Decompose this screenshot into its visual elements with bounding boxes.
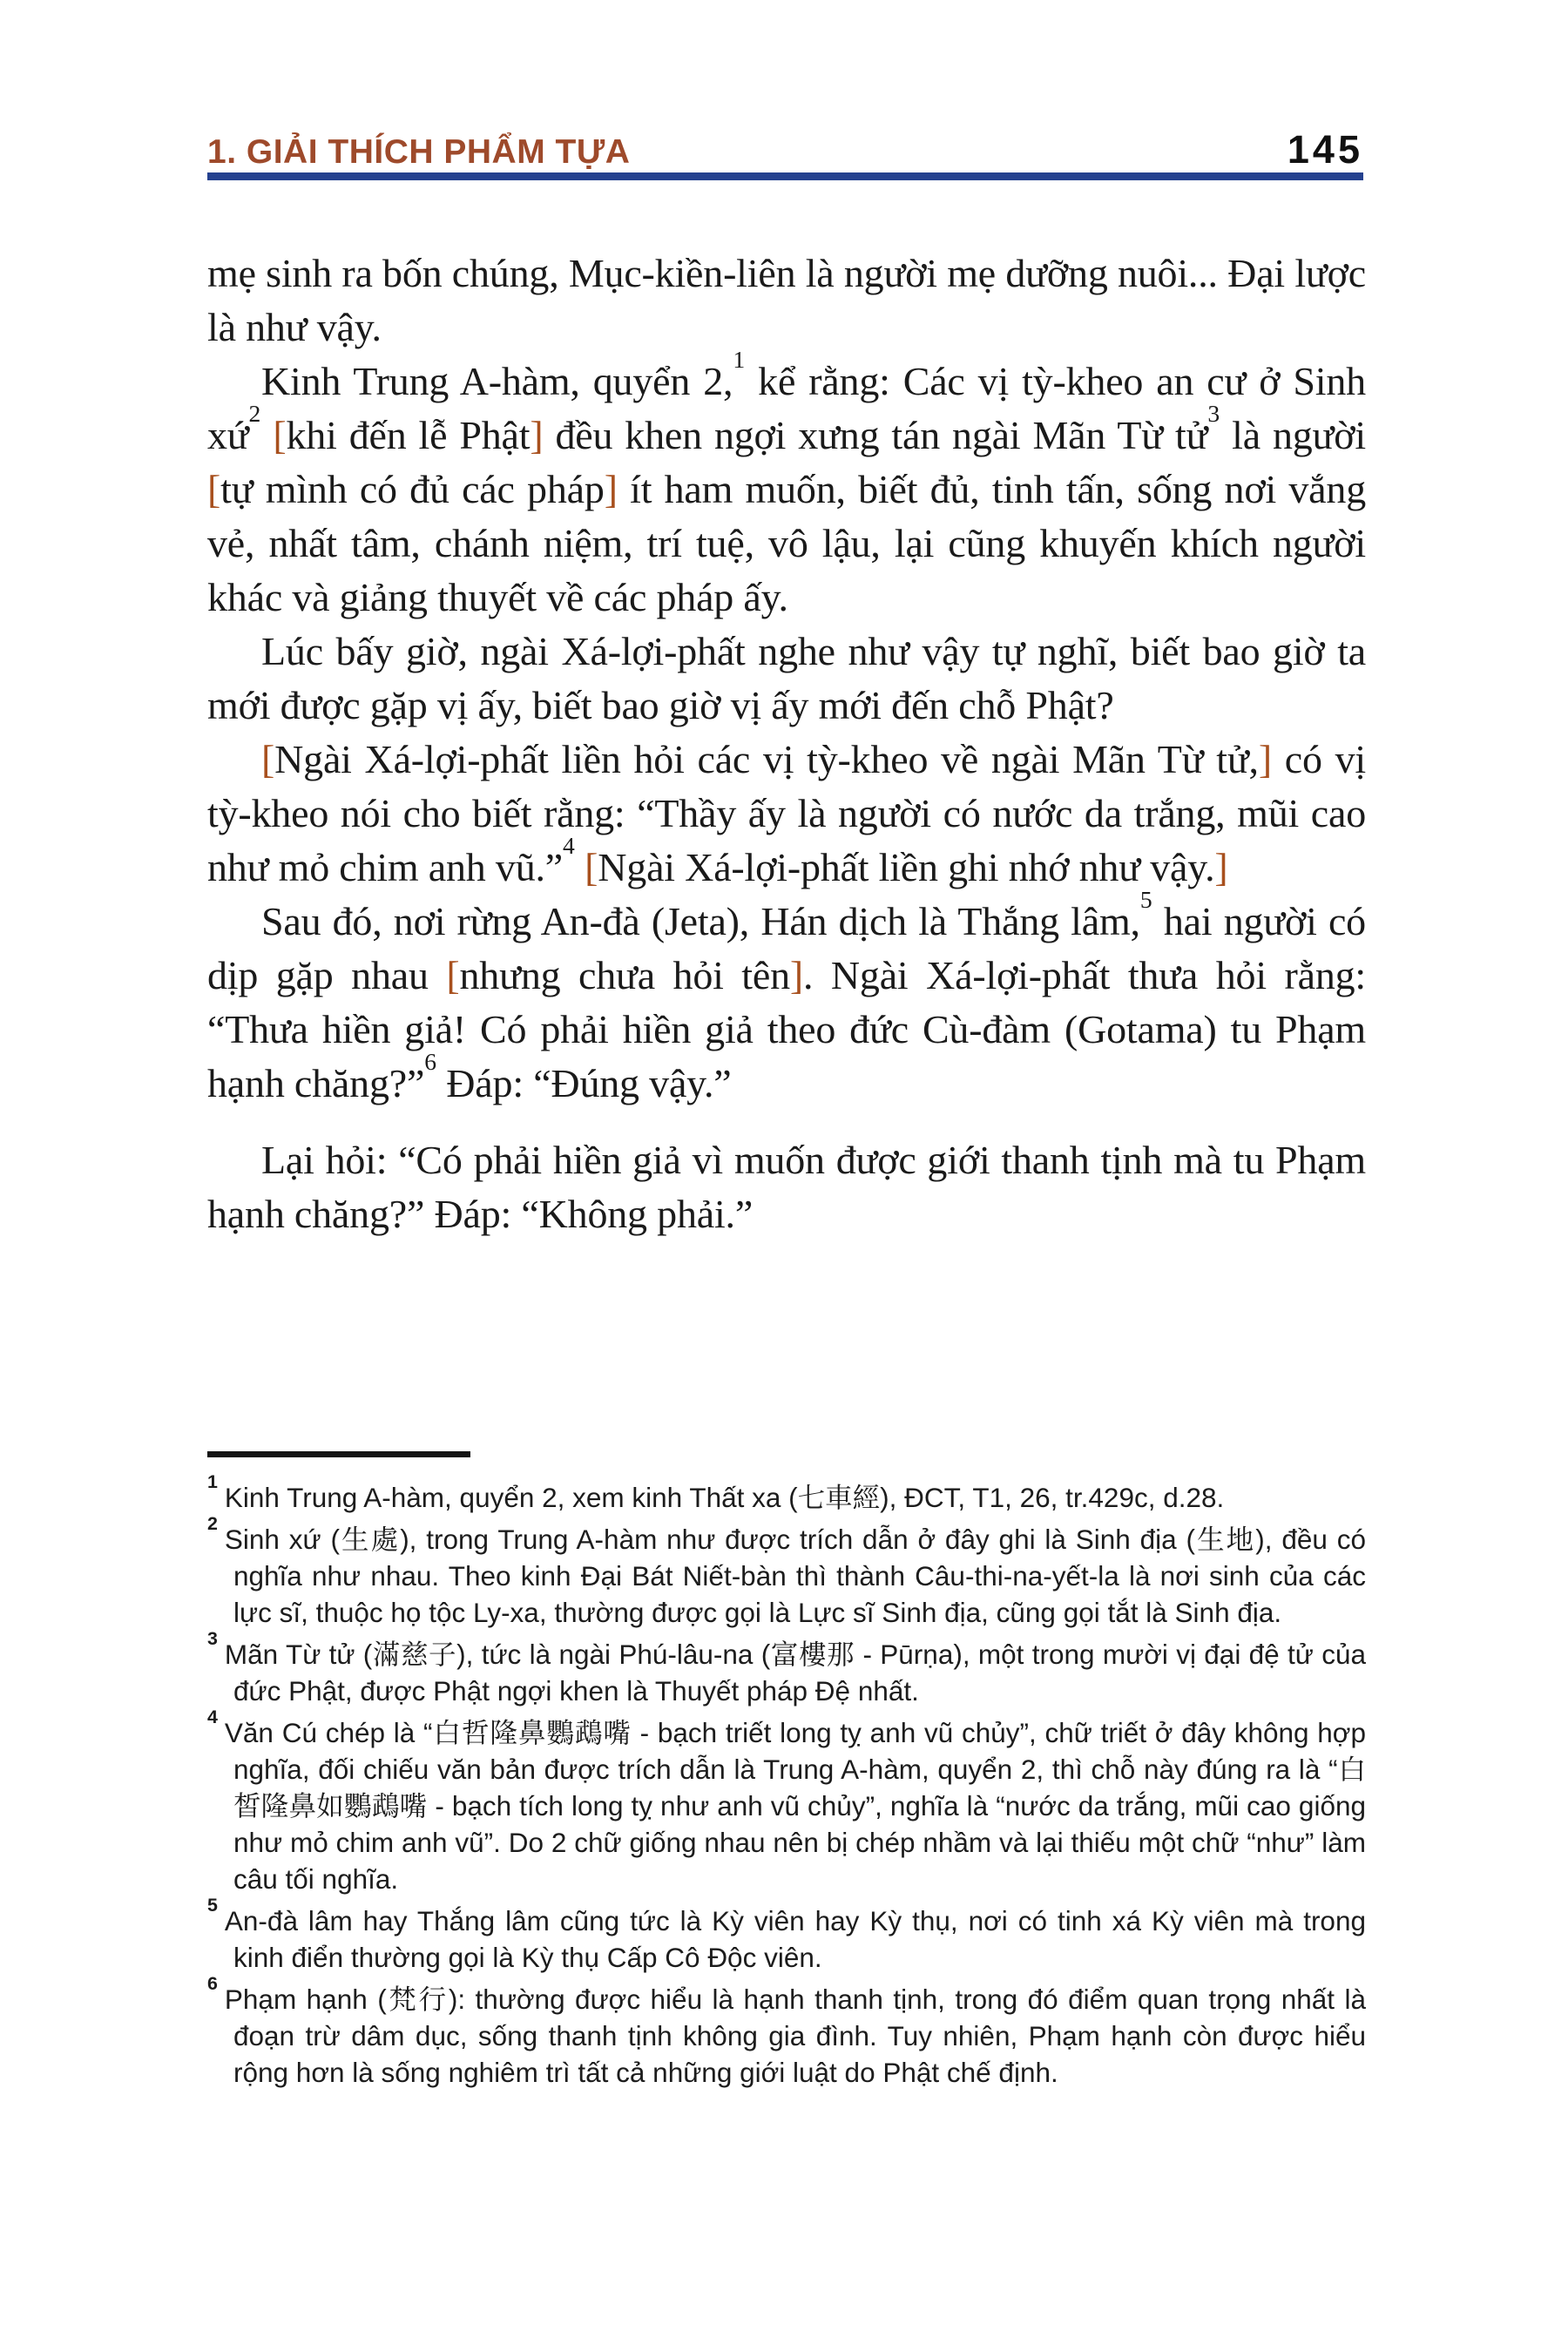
footnote-marker: 4 (207, 1706, 218, 1727)
bracket-mark: ] (604, 467, 618, 511)
footnote-text: An-đà lâm hay Thắng lâm cũng tức là Kỳ viên hay Kỳ thụ, nơi có tinh xá Kỳ viên mà trong kinh điển thường gọi là Kỳ thụ Cấp Cô Độc viên. (224, 1905, 1366, 1973)
footnote-ref: 2 (248, 399, 261, 427)
footnote-ref: 1 (733, 345, 746, 373)
body-text-segment: có vị tỳ-kheo nói cho biết rằng: “Thầy ấy là người có nước da trắng, mũi cao như mỏ chim anh vũ.” (207, 737, 1367, 889)
footnote-item (207, 1512, 1366, 1631)
footnote-ref: 4 (563, 831, 575, 859)
bracket-mark: [ (207, 467, 221, 511)
body-text-segment: Ngài Xá-lợi-phất liền hỏi các vị tỳ-kheo về ngài Mãn Từ tử, (274, 737, 1259, 781)
body-text-segment: nhưng chưa hỏi tên (459, 953, 790, 997)
body-text-segment (575, 845, 585, 889)
running-header-title: 1. GIẢI THÍCH PHẨM TỰA (207, 133, 631, 171)
body-text-segment: tự mình có đủ các pháp (220, 467, 605, 511)
footnote-marker: 6 (207, 1972, 218, 1994)
footnote-marker: 2 (207, 1512, 218, 1534)
footnote-marker: 1 (207, 1470, 218, 1492)
body-text-segment: Đáp: “Đúng vậy.” (436, 1061, 732, 1105)
body-paragraph (207, 733, 1366, 895)
footnote-item (207, 1470, 1366, 1516)
bracket-mark: [ (261, 737, 275, 781)
footnote-text: Phạm hạnh (梵行): thường được hiểu là hạnh thanh tịnh, trong đó điểm quan trọng nhất là đoạn trừ dâm dục, sống thanh tịnh không gia đình. Tuy nhiên, Phạm hạnh còn được hiểu rộng hơn là sống nghiêm trì tất cả những giới luật do Phật chế định. (224, 1984, 1366, 2088)
body-text-segment: là người (1220, 413, 1366, 457)
header-rule (207, 172, 1363, 180)
footnote-item (207, 1706, 1366, 1897)
bracket-mark: ] (1214, 845, 1228, 889)
bracket-mark: ] (1258, 737, 1272, 781)
page-header (207, 118, 1363, 172)
footnote-text: Kinh Trung A-hàm, quyển 2, xem kinh Thất xa (七車經), ĐCT, T1, 26, tr.429c, d.28. (224, 1482, 1225, 1513)
body-text-segment: kể rằng: Các vị tỳ-kheo an cư ở Sinh xứ (207, 359, 1366, 457)
bracket-mark: [ (273, 413, 287, 457)
body-text-segment: ít ham muốn, biết đủ, tinh tấn, sống nơi vắng vẻ, nhất tâm, chánh niệm, trí tuệ, vô lậu, lại cũng khuyến khích người khác và giảng thuyết về các pháp ấy. (207, 467, 1366, 619)
body-paragraph (207, 885, 1366, 1111)
footnote-marker: 3 (207, 1627, 218, 1649)
footnote-item (207, 1894, 1366, 1976)
bracket-mark: ] (789, 953, 804, 997)
body-text-segment: đều khen ngợi xưng tán ngài Mãn Từ tử (543, 413, 1208, 457)
bracket-mark: [ (446, 953, 460, 997)
footnote-ref: 5 (1139, 885, 1152, 913)
body-text-segment: Sau đó, nơi rừng An-đà (Jeta), Hán dịch là Thắng lâm, (261, 899, 1140, 943)
footnote-item (207, 1972, 1366, 2091)
footnote-ref: 6 (424, 1047, 436, 1075)
footnote-separator (207, 1451, 470, 1457)
body-paragraph (207, 345, 1366, 625)
body-text-segment: Ngài Xá-lợi-phất liền ghi nhớ như vậy. (598, 845, 1215, 889)
bracket-mark: ] (530, 413, 544, 457)
body-text (207, 247, 1366, 1241)
body-text-segment: Lại hỏi: “Có phải hiền giả vì muốn được giới thanh tịnh mà tu Phạm hạnh chăng?” Đáp: “Không phải.” (207, 1138, 1366, 1236)
body-paragraph (207, 625, 1366, 733)
body-paragraph (207, 1133, 1366, 1241)
bracket-mark: [ (585, 845, 598, 889)
footnotes-section (207, 1470, 1366, 2096)
page-number: 145 (1287, 127, 1363, 172)
footnote-item (207, 1627, 1366, 1709)
body-text-segment: Lúc bấy giờ, ngài Xá-lợi-phất nghe như vậy tự nghĩ, biết bao giờ ta mới được gặp vị ấy, biết bao giờ vị ấy mới đến chỗ Phật? (207, 629, 1366, 727)
body-paragraph (207, 247, 1366, 355)
body-text-segment (260, 413, 273, 457)
body-text-segment: khi đến lễ Phật (286, 413, 531, 457)
footnote-text: Văn Cú chép là “白哲隆鼻鸚鵡嘴 - bạch triết long tỵ anh vũ chủy”, chữ triết ở đây không hợp nghĩa, đối chiếu văn bản được trích dẫn là Trung A-hàm, quyển 2, thì chỗ này đúng ra là “白皙隆鼻如鸚鵡嘴 - bạch tích long tỵ như anh vũ chủy”, nghĩa là “nước da trắng, mũi cao giống như mỏ chim anh vũ”. Do 2 chữ giống nhau nên bị chép nhầm và lại thiếu một chữ “như” làm câu tối nghĩa. (224, 1717, 1366, 1895)
footnote-ref: 3 (1207, 399, 1220, 427)
footnote-marker: 5 (207, 1894, 218, 1916)
body-text-segment: Kinh Trung A-hàm, quyển 2, (261, 359, 733, 403)
body-text-segment: . Ngài Xá-lợi-phất thưa hỏi rằng: “Thưa hiền giả! Có phải hiền giả theo đức Cù-đàm (Gotama) tu Phạm hạnh chăng?” (207, 953, 1366, 1105)
body-text-segment: mẹ sinh ra bốn chúng, Mục-kiền-liên là người mẹ dưỡng nuôi... Đại lược là như vậy. (207, 251, 1366, 349)
footnote-text: Mãn Từ tử (滿慈子), tức là ngài Phú-lâu-na (富樓那 - Pūrṇa), một trong mười vị đại đệ tử của đức Phật, được Phật ngợi khen là Thuyết pháp Đệ nhất. (224, 1639, 1366, 1707)
body-text-segment: hai người có dịp gặp nhau (207, 899, 1366, 997)
footnote-text: Sinh xứ (生處), trong Trung A-hàm như được trích dẫn ở đây ghi là Sinh địa (生地), đều có nghĩa như nhau. Theo kinh Đại Bát Niết-bàn thì thành Câu-thi-na-yết-la là nơi sinh của các lực sĩ, thuộc họ tộc Ly-xa, thường được gọi là Lực sĩ Sinh địa, cũng gọi tắt là Sinh địa. (224, 1524, 1366, 1628)
